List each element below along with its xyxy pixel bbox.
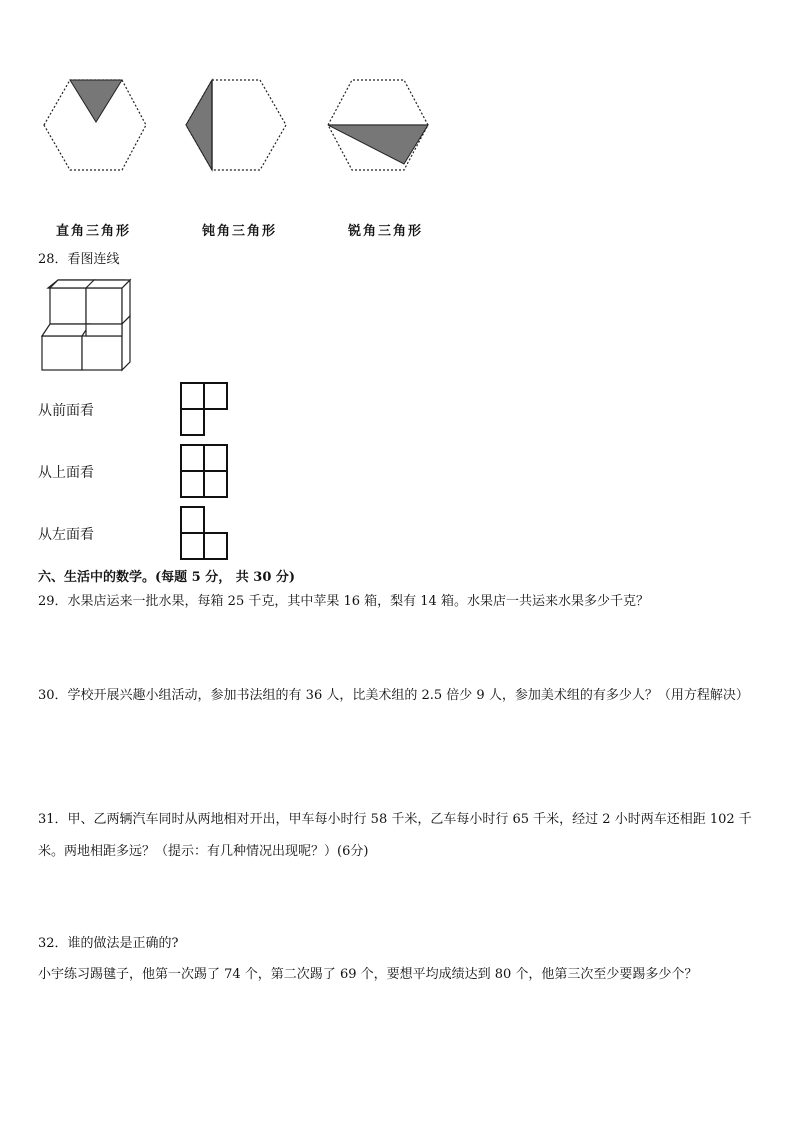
question-29: 29．水果店运来一批水果，每箱 25 千克，其中苹果 16 箱，梨有 14 箱。水果店一共运来水果多少千克？ [38, 594, 649, 609]
hexagon-label-acute: 锐角三角形 [348, 224, 424, 239]
hexagon-right-triangle [44, 80, 146, 170]
question-31: 31．甲、乙两辆汽车同时从两地相对开出，甲车每小时行 58 千米，乙车每小时行 65 千米，经过 2 小时两车还相距 102 千米。两地相距多远？（提示：有几种情况出现呢？）(6分) [38, 812, 752, 859]
hexagon-acute-triangle [328, 80, 428, 170]
view-label-front: 从前面看 [38, 403, 94, 419]
question-28: 28．看图连线 [38, 252, 120, 267]
question-32-text: 小宇练习踢毽子，他第一次踢了 74 个，第二次踢了 69 个，要想平均成绩达到 80 个，他第三次至少要踢多少个？ [38, 967, 698, 982]
cube-stack-figure [38, 278, 138, 374]
question-32-title: 32．谁的做法是正确的? [38, 936, 179, 951]
section-6-title: 六、生活中的数学。(每题 5 分， 共 30 分) [38, 570, 296, 585]
view-shape-left[interactable] [180, 506, 230, 560]
hexagon-figures [30, 70, 450, 180]
view-shape-front[interactable] [180, 382, 230, 436]
view-shape-top[interactable] [180, 444, 230, 498]
hexagon-obtuse-triangle [186, 80, 286, 170]
hexagon-label-obtuse: 钝角三角形 [202, 224, 278, 239]
view-label-left: 从左面看 [38, 527, 94, 543]
view-label-top: 从上面看 [38, 465, 94, 481]
question-30: 30．学校开展兴趣小组活动，参加书法组的有 36 人，比美术组的 2.5 倍少 9 人，参加美术组的有多少人？（用方程解决） [38, 688, 749, 703]
hexagon-label-right: 直角三角形 [56, 224, 132, 239]
